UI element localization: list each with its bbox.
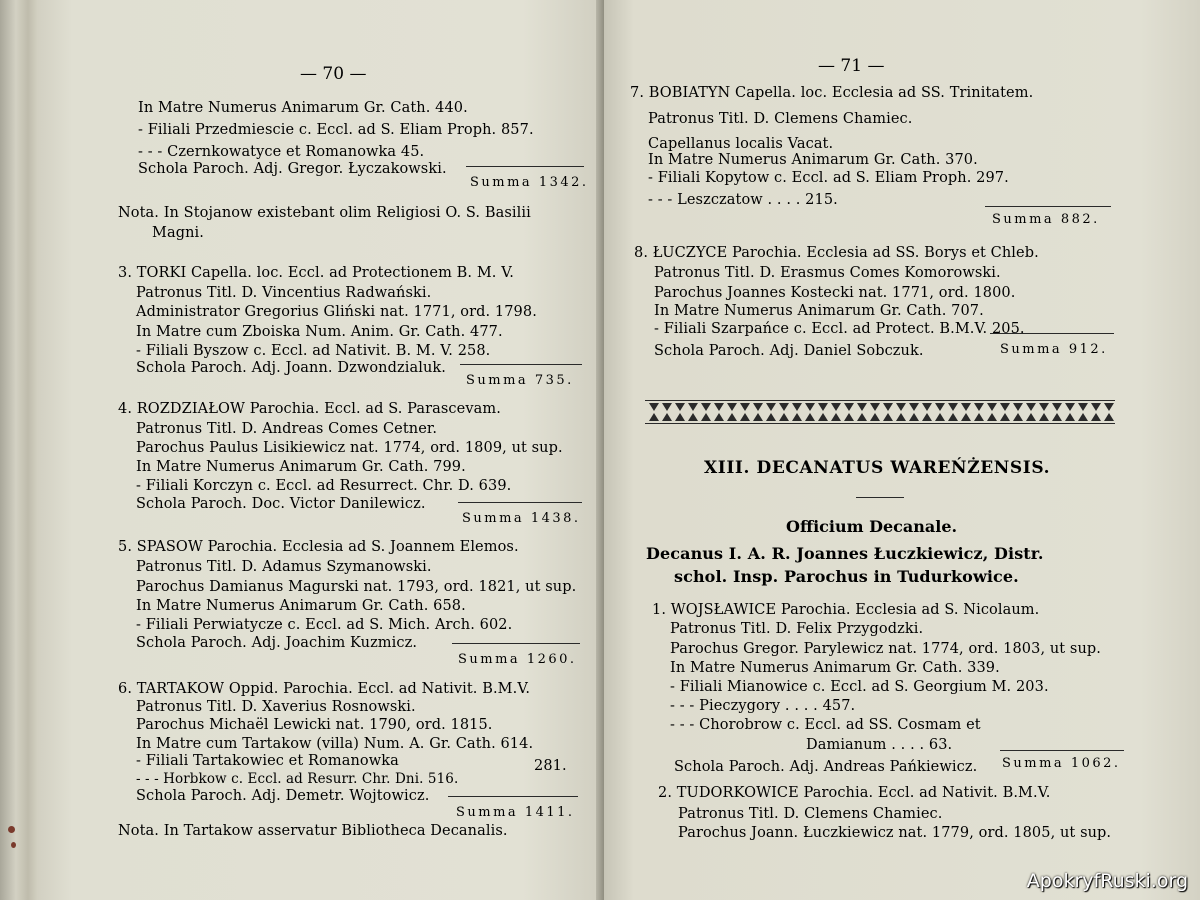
text-line: - Filiali Kopytow c. Eccl. ad S. Eliam Proph. 297.: [648, 170, 1009, 186]
ornament-triangle: [675, 413, 685, 421]
text-line: In Matre Numerus Animarum Gr. Cath. 799.: [136, 459, 466, 475]
summa-total: Summa 735.: [466, 373, 574, 388]
sum-rule: [985, 206, 1111, 207]
ornament-triangle: [870, 413, 880, 421]
ornament-triangle: [1000, 413, 1010, 421]
text-line: In Matre cum Zboiska Num. Anim. Gr. Cath. 477.: [136, 324, 503, 340]
text-line: Schola Paroch. Adj. Demetr. Wojtowicz.: [136, 788, 430, 804]
text-line: In Matre Numerus Animarum Gr. Cath. 339.: [670, 660, 1000, 676]
ornament-triangle: [961, 403, 971, 411]
entry-heading: 6. TARTAKOW Oppid. Parochia. Eccl. ad Nativit. B.M.V.: [118, 681, 531, 697]
sum-rule: [990, 333, 1114, 334]
text-line: - Filiali Mianowice c. Eccl. ad S. Georgium M. 203.: [670, 679, 1049, 695]
ornament-triangle: [753, 403, 763, 411]
ornament-triangle: [961, 413, 971, 421]
text-line: - Filiali Przedmiescie c. Eccl. ad S. Eliam Proph. 857.: [138, 122, 534, 138]
ornament-triangle: [779, 403, 789, 411]
ornament-triangle: [857, 403, 867, 411]
ornament-triangle: [1078, 413, 1088, 421]
sum-rule: [466, 166, 584, 167]
watermark: ApokryfRuski.org: [1026, 870, 1188, 892]
text-line: - - - Leszczatow . . . . 215.: [648, 192, 838, 208]
summa-total: Summa 1411.: [456, 805, 575, 820]
text-line: Capellanus localis Vacat.: [648, 136, 834, 152]
ornament-triangle: [1039, 413, 1049, 421]
text-line: Patronus Titl. D. Clemens Chamiec.: [678, 806, 943, 822]
text-line: Parochus Gregor. Parylewicz nat. 1774, ord. 1803, ut sup.: [670, 641, 1102, 657]
text-line: - - - Pieczygory . . . . 457.: [670, 698, 856, 714]
entry-heading: 2. TUDORKOWICE Parochia. Eccl. ad Nativit. B.M.V.: [658, 785, 1051, 801]
ornament-triangle: [935, 403, 945, 411]
ornament-triangle: [727, 403, 737, 411]
ornament-triangle: [844, 403, 854, 411]
ornament-triangle: [818, 403, 828, 411]
sum-rule: [448, 796, 578, 797]
text-line: Patronus Titl. D. Clemens Chamiec.: [648, 111, 913, 127]
text-line: Decanus I. A. R. Joannes Łuczkiewicz, Distr.: [646, 544, 1044, 563]
sum-rule: [458, 502, 582, 503]
ink-stain: [8, 826, 15, 833]
page-number-left: — 70 —: [300, 64, 367, 84]
ornament-triangle: [1065, 403, 1075, 411]
ornament-triangle: [896, 403, 906, 411]
ornament-triangle: [662, 413, 672, 421]
text-line: - Filiali Tartakowiec et Romanowka: [136, 753, 399, 769]
text-line: Schola Paroch. Adj. Joann. Dzwondzialuk.: [136, 360, 446, 376]
text-line: Parochus Joannes Kostecki nat. 1771, ord. 1800.: [654, 285, 1016, 301]
text-line: Nota. In Stojanow existebant olim Religiosi O. S. Basilii: [118, 205, 531, 221]
text-line: Schola Paroch. Doc. Victor Danilewicz.: [136, 496, 426, 512]
text-line: Parochus Damianus Magurski nat. 1793, ord. 1821, ut sup.: [136, 579, 577, 595]
text-line: Schola Paroch. Adj. Gregor. Łyczakowski.: [138, 161, 447, 177]
ornament-triangle: [740, 413, 750, 421]
text-line: schol. Insp. Parochus in Tudurkowice.: [674, 567, 1019, 586]
ornament-triangle: [792, 413, 802, 421]
text-line: Magni.: [152, 225, 204, 241]
ornament-triangle: [987, 413, 997, 421]
text-line: - - - Czernkowatyce et Romanowka 45.: [138, 144, 425, 160]
text-line: Schola Paroch. Adj. Joachim Kuzmicz.: [136, 635, 418, 651]
ornament-triangle: [974, 403, 984, 411]
ornament-triangle: [1078, 403, 1088, 411]
text-line: - - - Chorobrow c. Eccl. ad SS. Cosmam et: [670, 717, 981, 733]
ornament-triangle: [909, 413, 919, 421]
text-line: In Matre Numerus Animarum Gr. Cath. 658.: [136, 598, 466, 614]
entry-heading: 3. TORKI Capella. loc. Eccl. ad Protectionem B. M. V.: [118, 265, 514, 281]
text-line: In Matre Numerus Animarum Gr. Cath. 707.: [654, 303, 984, 319]
ornament-triangle: [883, 403, 893, 411]
ornament-triangle: [1026, 403, 1036, 411]
ornament-triangle: [844, 413, 854, 421]
section-heading: XIII. DECANATUS WAREŃŻENSIS.: [704, 458, 1051, 478]
text-line: 281.: [534, 758, 567, 774]
summa-total: Summa 1260.: [458, 652, 577, 667]
ornament-triangle: [909, 403, 919, 411]
ornament-triangle: [779, 413, 789, 421]
ornament-triangle: [805, 413, 815, 421]
ornament-triangle: [870, 403, 880, 411]
ornament-triangle: [649, 413, 659, 421]
entry-heading: 7. BOBIATYN Capella. loc. Ecclesia ad SS. Trinitatem.: [630, 85, 1034, 101]
text-line: Parochus Paulus Lisikiewicz nat. 1774, ord. 1809, ut sup.: [136, 440, 563, 456]
ornament-triangle: [1104, 403, 1114, 411]
ornament-triangle: [701, 413, 711, 421]
ornament-triangle: [922, 413, 932, 421]
text-line: In Matre Numerus Animarum Gr. Cath. 440.: [138, 100, 468, 116]
ink-stain: [11, 842, 16, 848]
text-line: In Matre Numerus Animarum Gr. Cath. 370.: [648, 152, 978, 168]
ornament-triangle: [1091, 403, 1101, 411]
ornament-triangle: [987, 403, 997, 411]
ornament-triangles: [645, 401, 1115, 423]
heading-rule: [856, 497, 904, 498]
section-subheading: Officium Decanale.: [786, 517, 958, 536]
text-line: Nota. In Tartakow asservatur Bibliotheca Decanalis.: [118, 823, 508, 839]
ornament-triangle: [1013, 403, 1023, 411]
ornament-triangle: [766, 413, 776, 421]
text-line: - Filiali Byszow c. Eccl. ad Nativit. B. M. V. 258.: [136, 343, 491, 359]
ornament-triangle: [662, 403, 672, 411]
text-line: Patronus Titl. D. Xaverius Rosnowski.: [136, 699, 416, 715]
text-line: Parochus Michaël Lewicki nat. 1790, ord. 1815.: [136, 717, 493, 733]
ornament-triangle: [857, 413, 867, 421]
text-line: Patronus Titl. D. Andreas Comes Cetner.: [136, 421, 438, 437]
text-line: Patronus Titl. D. Felix Przygodzki.: [670, 621, 924, 637]
text-line: Parochus Joann. Łuczkiewicz nat. 1779, ord. 1805, ut sup.: [678, 825, 1112, 841]
text-line: Patronus Titl. D. Vincentius Radwański.: [136, 285, 432, 301]
text-line: - - - Horbkow c. Eccl. ad Resurr. Chr. Dni. 516.: [136, 771, 459, 787]
sum-rule: [452, 643, 580, 644]
ornament-triangle: [922, 403, 932, 411]
ornament-triangle: [714, 403, 724, 411]
summa-total: Summa 1062.: [1002, 756, 1121, 771]
text-line: Damianum . . . . 63.: [806, 737, 953, 753]
text-line: Schola Paroch. Adj. Daniel Sobczuk.: [654, 343, 924, 359]
book-fore-edge: [0, 0, 40, 900]
ornament-triangle: [1052, 413, 1062, 421]
ornament-triangle: [818, 413, 828, 421]
ornament-triangle: [831, 413, 841, 421]
ornament-triangle: [1104, 413, 1114, 421]
text-line: - Filiali Korczyn c. Eccl. ad Resurrect. Chr. D. 639.: [136, 478, 512, 494]
ornament-triangle: [766, 403, 776, 411]
ornament-triangle: [1065, 413, 1075, 421]
ornament-triangle: [948, 413, 958, 421]
ornament-triangle: [1013, 413, 1023, 421]
ornament-triangle: [948, 403, 958, 411]
sum-rule: [460, 364, 582, 365]
ornament-triangle: [753, 413, 763, 421]
ornament-triangle: [675, 403, 685, 411]
ornament-triangle: [727, 413, 737, 421]
text-line: - Filiali Szarpańce c. Eccl. ad Protect. B.M.V. 205.: [654, 321, 1025, 337]
entry-heading: 1. WOJSŁAWICE Parochia. Ecclesia ad S. Nicolaum.: [652, 602, 1040, 618]
entry-heading: 8. ŁUCZYCE Parochia. Ecclesia ad SS. Borys et Chleb.: [634, 245, 1039, 261]
summa-total: Summa 1342.: [470, 175, 589, 190]
text-line: In Matre cum Tartakow (villa) Num. A. Gr. Cath. 614.: [136, 736, 534, 752]
ornament-triangle: [974, 413, 984, 421]
entry-heading: 5. SPASOW Parochia. Ecclesia ad S. Joannem Elemos.: [118, 539, 519, 555]
ornament-triangle: [896, 413, 906, 421]
ornament-triangle: [701, 403, 711, 411]
ornamental-border: [645, 400, 1115, 424]
ornament-triangle: [714, 413, 724, 421]
ornament-triangle: [1026, 413, 1036, 421]
summa-total: Summa 882.: [992, 212, 1100, 227]
sum-rule: [1000, 750, 1124, 751]
text-line: - Filiali Perwiatycze c. Eccl. ad S. Mich. Arch. 602.: [136, 617, 513, 633]
summa-total: Summa 912.: [1000, 342, 1108, 357]
ornament-triangle: [1039, 403, 1049, 411]
ornament-triangle: [1091, 413, 1101, 421]
ornament-triangle: [1052, 403, 1062, 411]
ornament-triangle: [792, 403, 802, 411]
summa-total: Summa 1438.: [462, 511, 581, 526]
ornament-triangle: [805, 403, 815, 411]
ornament-triangle: [688, 413, 698, 421]
text-line: Patronus Titl. D. Erasmus Comes Komorowski.: [654, 265, 1001, 281]
text-line: Administrator Gregorius Gliński nat. 1771, ord. 1798.: [136, 304, 537, 320]
text-line: Schola Paroch. Adj. Andreas Pańkiewicz.: [674, 759, 978, 775]
page-number-right: — 71 —: [818, 56, 885, 76]
ornament-triangle: [883, 413, 893, 421]
ornament-triangle: [688, 403, 698, 411]
ornament-triangle: [740, 403, 750, 411]
ornament-triangle: [935, 413, 945, 421]
ornament-triangle: [831, 403, 841, 411]
ornament-triangle: [649, 403, 659, 411]
ornament-triangle: [1000, 403, 1010, 411]
entry-heading: 4. ROZDZIAŁOW Parochia. Eccl. ad S. Parascevam.: [118, 401, 501, 417]
text-line: Patronus Titl. D. Adamus Szymanowski.: [136, 559, 432, 575]
